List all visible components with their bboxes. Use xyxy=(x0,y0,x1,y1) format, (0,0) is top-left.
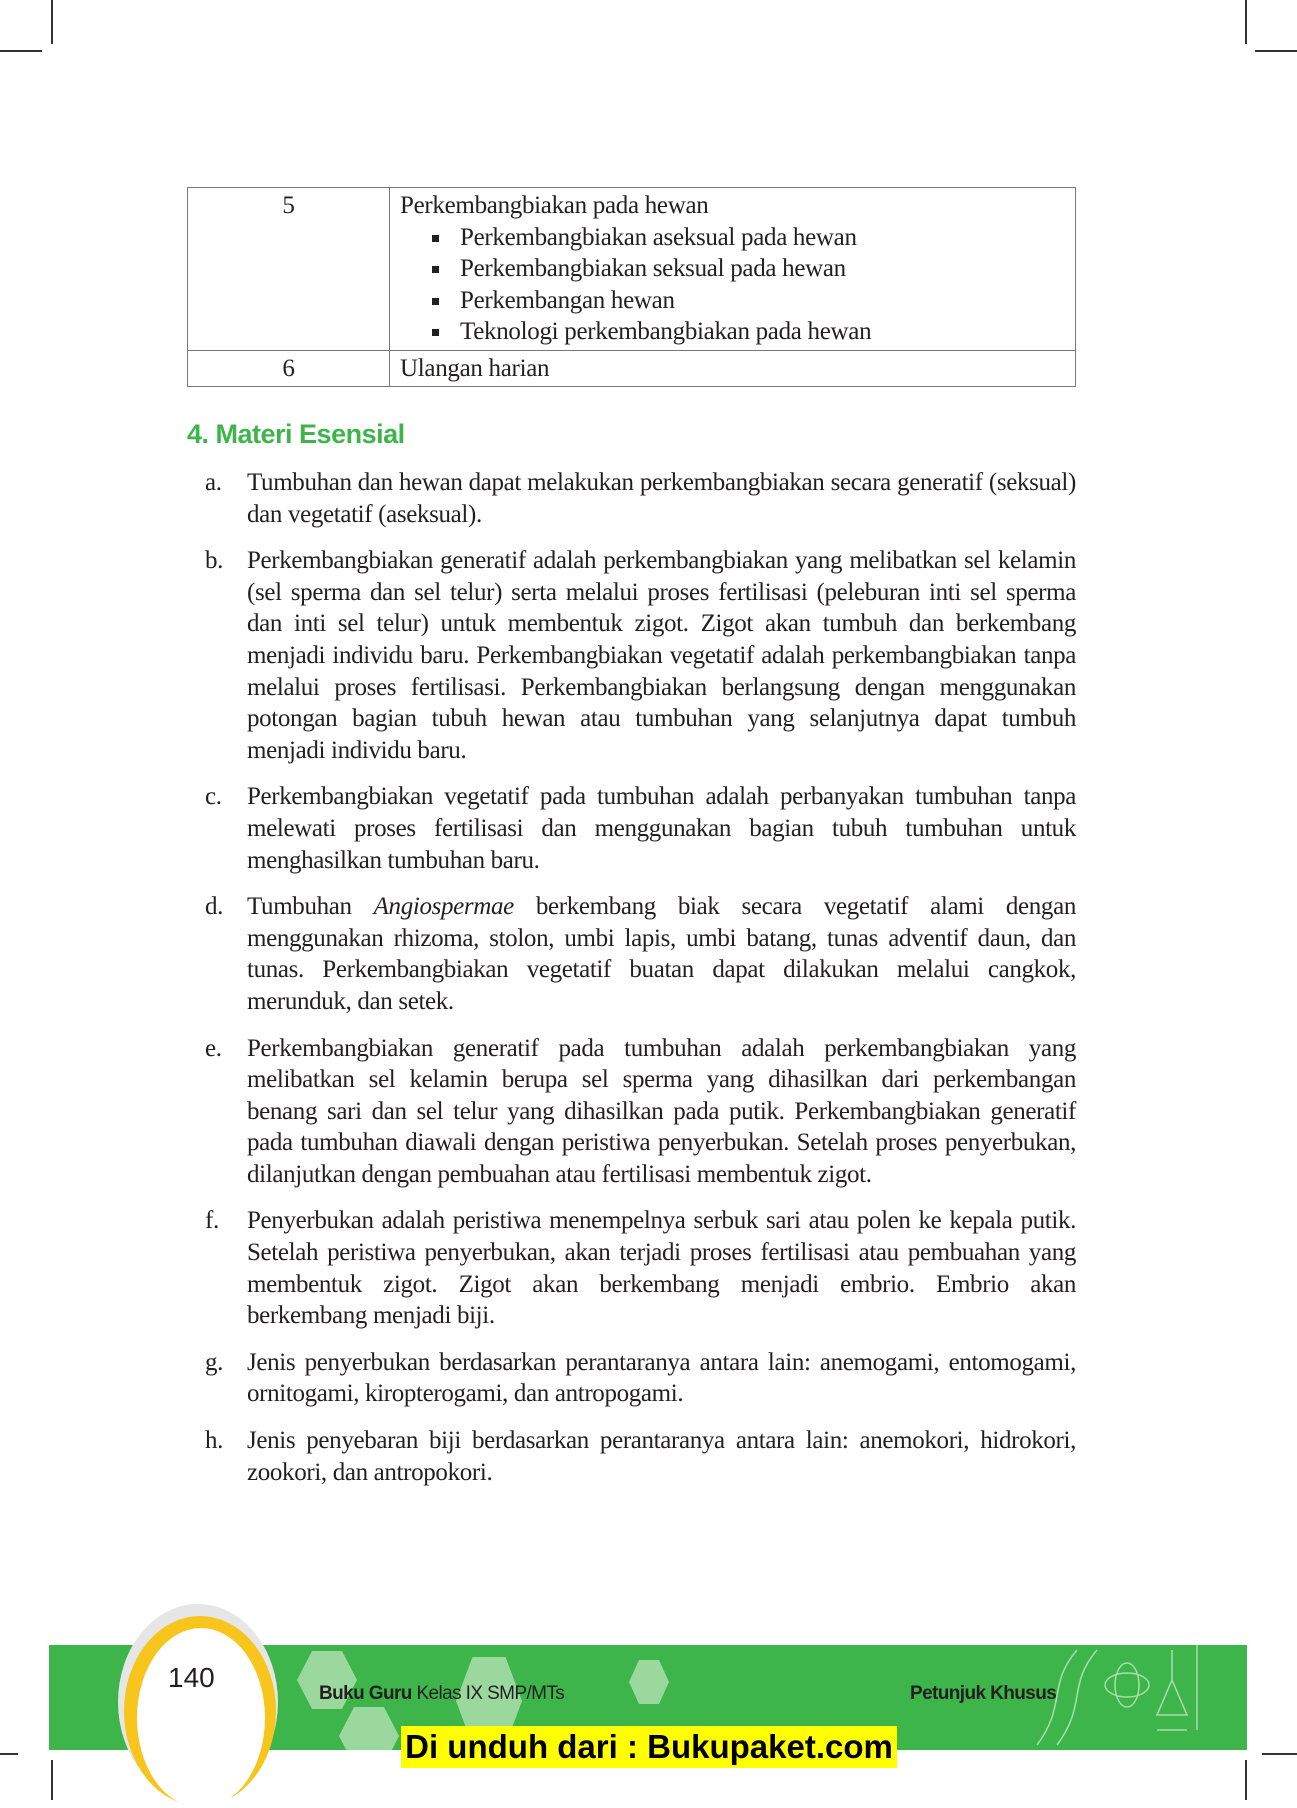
row-number: 5 xyxy=(188,188,390,351)
list-item xyxy=(205,467,1076,530)
list-item xyxy=(205,1205,1076,1331)
item-text: Penyerbukan adalah peristiwa menempelnya serbuk sari atau polen ke kepala putik. Setelah peristiwa penyerbukan, akan terjadi proses fertilisasi atau pembuahan yang membentuk zigot. Zigot akan berkembang menjadi embrio. Embrio akan berkembang menjadi biji. xyxy=(247,1207,1076,1330)
row-number: 6 xyxy=(188,350,390,387)
crop-mark xyxy=(0,50,42,52)
book-title-rest: Kelas IX SMP/MTs xyxy=(411,1683,565,1704)
crop-mark xyxy=(1262,1753,1297,1755)
list-item xyxy=(205,891,1076,1017)
list-item xyxy=(205,1347,1076,1410)
topics-table xyxy=(187,187,1076,387)
page-badge xyxy=(137,1628,265,1808)
italic-term: Angiospermae xyxy=(373,893,514,921)
item-text: Tumbuhan dan hewan dapat melakukan perkembangbiakan secara generatif (seksual) dan vegetatif (aseksual). xyxy=(247,469,1076,528)
item-letter: g. xyxy=(205,1348,224,1376)
crop-mark xyxy=(1245,0,1247,44)
item-letter: c. xyxy=(205,783,222,811)
section-heading: 4. Materi Esensial xyxy=(187,419,405,449)
item-letter: f. xyxy=(205,1207,219,1235)
row-content xyxy=(390,188,1076,351)
item-text: Perkembangbiakan vegetatif pada tumbuhan adalah perbanyakan tumbuhan tanpa melewati proses fertilisasi dan menggunakan bagian tubuh tumbuhan untuk menghasilkan tumbuhan baru. xyxy=(247,783,1076,874)
list-item xyxy=(205,781,1076,876)
item-letter: e. xyxy=(205,1034,222,1062)
crop-mark xyxy=(0,1753,18,1755)
table-row xyxy=(188,350,1076,387)
page-number: 140 xyxy=(168,1662,215,1693)
crop-mark xyxy=(1255,50,1297,52)
book-title xyxy=(319,1683,564,1705)
bullet-item: Perkembangbiakan seksual pada hewan xyxy=(430,253,1065,285)
crop-mark xyxy=(1245,1760,1247,1800)
item-letter: d. xyxy=(205,893,224,921)
table-row xyxy=(188,188,1076,351)
item-text: Jenis penyerbukan berdasarkan perantaranya antara lain: anemogami, entomogami, ornitogami, kiropterogami, dan antropogami. xyxy=(247,1348,1076,1408)
bullet-item: Perkembangan hewan xyxy=(430,285,1065,317)
bullet-item: Perkembangbiakan aseksual pada hewan xyxy=(430,222,1065,254)
item-text: Perkembangbiakan generatif pada tumbuhan adalah perkembangbiakan yang melibatkan sel kelamin berupa sel sperma yang dihasilkan dari perkembangan benang sari dan sel telur yang dihasilkan pada putik. Perkembangbiakan generatif pada tumbuhan diawali dengan peristiwa penyerbukan. Setelah proses penyerbukan, dilanjutkan dengan pembuahan atau fertilisasi membentuk zigot. xyxy=(247,1034,1076,1188)
text-part: berkembang biak secara vegetatif alami dengan menggunakan rhizoma, stolon, umbi lapis, umbi batang, tunas adventif daun, dan tunas. Perkembangbiakan vegetatif buatan dapat dilakukan melalui cangkok, merunduk, dan setek. xyxy=(247,893,1076,1015)
item-letter: b. xyxy=(205,547,224,575)
row-title: Perkembangbiakan pada hewan xyxy=(400,192,709,219)
book-title-bold: Buku Guru xyxy=(319,1683,412,1704)
bullet-list xyxy=(400,222,1065,348)
crop-mark xyxy=(51,0,53,44)
chapter-title: Petunjuk Khusus xyxy=(910,1683,1057,1704)
download-watermark: Di unduh dari : Bukupaket.com xyxy=(401,1726,897,1768)
bullet-item: Teknologi perkembangbiakan pada hewan xyxy=(430,316,1065,348)
essential-list xyxy=(205,467,1076,1503)
item-text: Perkembangbiakan generatif adalah perkembangbiakan yang melibatkan sel kelamin (sel sperma dan sel telur) serta melalui proses fertilisasi (peleburan inti sel sperma dan inti sel telur) untuk membentuk zigot. Zigot akan tumbuh dan berkembang menjadi individu baru. Perkembangbiakan vegetatif adalah perkembangbiakan tanpa melalui proses fertilisasi. Perkembangbiakan berlangsung dengan menggunakan potongan bagian tubuh hewan atau tumbuhan yang selanjutnya dapat tumbuh menjadi individu baru. xyxy=(247,547,1076,764)
item-text: Jenis penyebaran biji berdasarkan perantaranya antara lain: anemokori, hidrokori, zookori, dan antropokori. xyxy=(247,1427,1076,1486)
hexagon-decoration xyxy=(629,1660,669,1704)
text-part: Tumbuhan xyxy=(247,893,374,921)
item-text xyxy=(247,891,1076,1017)
list-item xyxy=(205,545,1076,766)
hexagon-decoration xyxy=(339,1707,399,1750)
row-title: Ulangan harian xyxy=(390,350,1076,387)
item-letter: h. xyxy=(205,1427,224,1455)
crop-mark xyxy=(51,1760,53,1800)
list-item xyxy=(205,1425,1076,1488)
item-letter: a. xyxy=(205,469,222,496)
list-item xyxy=(205,1033,1076,1191)
